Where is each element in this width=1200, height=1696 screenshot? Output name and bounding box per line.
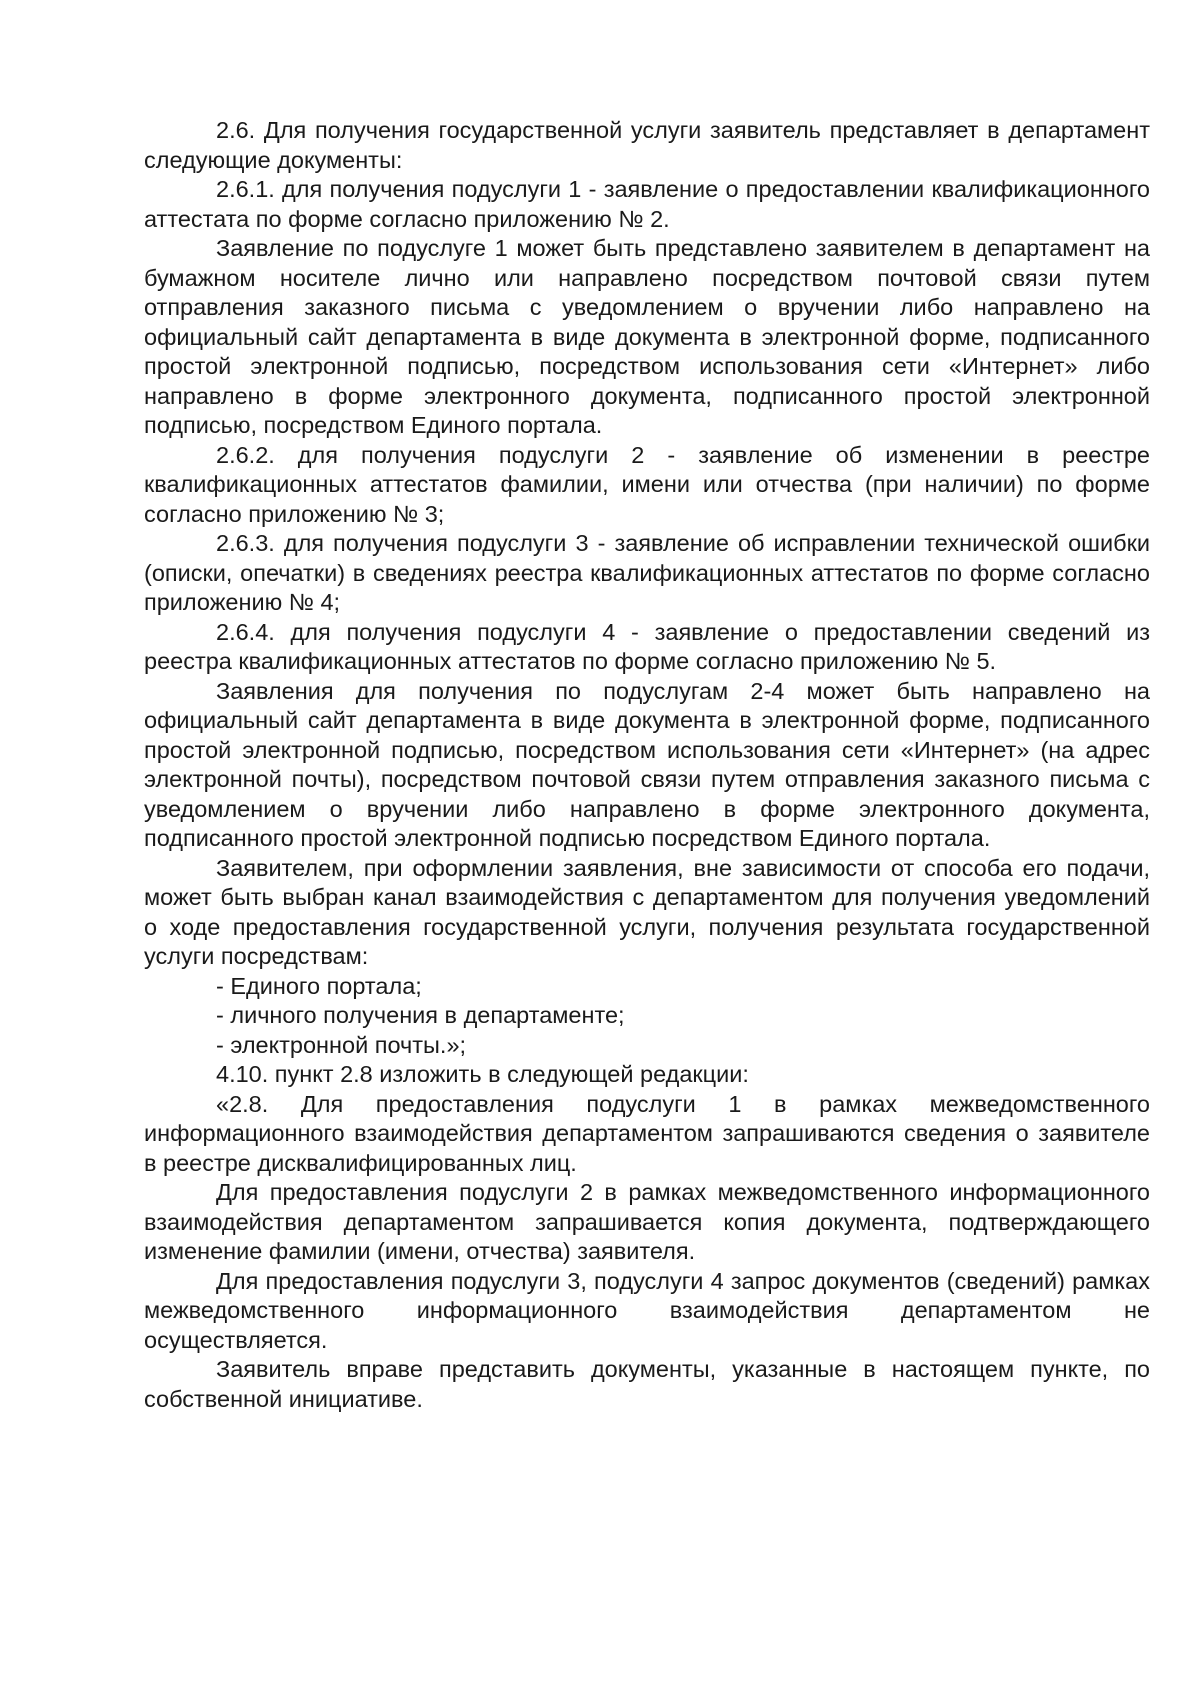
paragraph-subservice-3-4-request: Для предоставления подуслуги 3, подуслуги 4 запрос документов (сведений) рамках межведомственного информационного взаимодействия департаментом не осуществляется. bbox=[144, 1267, 1150, 1353]
paragraph-subservice-2-request: Для предоставления подуслуги 2 в рамках межведомственного информационного взаимодействия департаментом запрашивается копия документа, подтверждающего изменение фамилии (имени, отчества) заявителя. bbox=[144, 1179, 1150, 1264]
paragraph-2-6: 2.6. Для получения государственной услуги заявитель представляет в департамент следующие документы: bbox=[144, 117, 1150, 173]
paragraph-2-6-4: 2.6.4. для получения подуслуги 4 - заявление о предоставлении сведений из реестра квалификационных аттестатов по форме согласно приложению № 5. bbox=[144, 618, 1150, 674]
paragraph-2-8: «2.8. Для предоставления подуслуги 1 в рамках межведомственного информационного взаимодействия департаментом запрашиваются сведения о заявителе в реестре дисквалифицированных лиц. bbox=[144, 1090, 1150, 1176]
paragraph-interaction-channel: Заявителем, при оформлении заявления, вне зависимости от способа его подачи, может быть выбран канал взаимодействия с департаментом для получения уведомлений о ходе предоставления государственной услуги, получения результата государственной услуги посредствам: bbox=[144, 854, 1150, 969]
paragraph-subservices-2-4-submission: Заявления для получения по подуслугам 2-4 может быть направлено на официальный сайт департамента в виде документа в электронной форме, подписанного простой электронной подписью, посредством использования сети «Интернет» (на адрес электронной почты), посредством почтовой связи путем отправления заказного письма с уведомлением о вручении либо направлено в форме электронного документа, подписанного простой электронной подписью посредством Единого портала. bbox=[144, 677, 1150, 851]
paragraph-subservice-1-submission: Заявление по подуслуге 1 может быть представлено заявителем в департамент на бумажном носителе лично или направлено посредством почтовой связи путем отправления заказного письма с уведомлением о вручении либо направлено на официальный сайт департамента в виде документа в электронной форме, подписанного простой электронной подписью, посредством использования сети «Интернет» либо направлено в форме электронного документа, подписанного простой электронной подписью, посредством Единого портала. bbox=[144, 235, 1150, 438]
paragraph-2-6-1: 2.6.1. для получения подуслуги 1 - заявление о предоставлении квалификационного аттестата по форме согласно приложению № 2. bbox=[144, 176, 1150, 232]
paragraph-2-6-2: 2.6.2. для получения подуслуги 2 - заявление об изменении в реестре квалификационных аттестатов фамилии, имени или отчества (при наличии) по форме согласно приложению № 3; bbox=[144, 441, 1150, 527]
paragraph-own-initiative: Заявитель вправе представить документы, указанные в настоящем пункте, по собственной инициативе. bbox=[144, 1356, 1150, 1412]
paragraph-2-6-3: 2.6.3. для получения подуслуги 3 - заявление об исправлении технической ошибки (описки, опечатки) в сведениях реестра квалификационных аттестатов по форме согласно приложению № 4; bbox=[144, 530, 1150, 615]
list-item-personal: - личного получения в департаменте; bbox=[216, 1002, 625, 1028]
paragraph-4-10: 4.10. пункт 2.8 изложить в следующей редакции: bbox=[216, 1061, 749, 1087]
document-body bbox=[144, 116, 1150, 1414]
list-item-portal: - Единого портала; bbox=[216, 972, 422, 999]
list-item-email: - электронной почты.»; bbox=[216, 1031, 467, 1058]
